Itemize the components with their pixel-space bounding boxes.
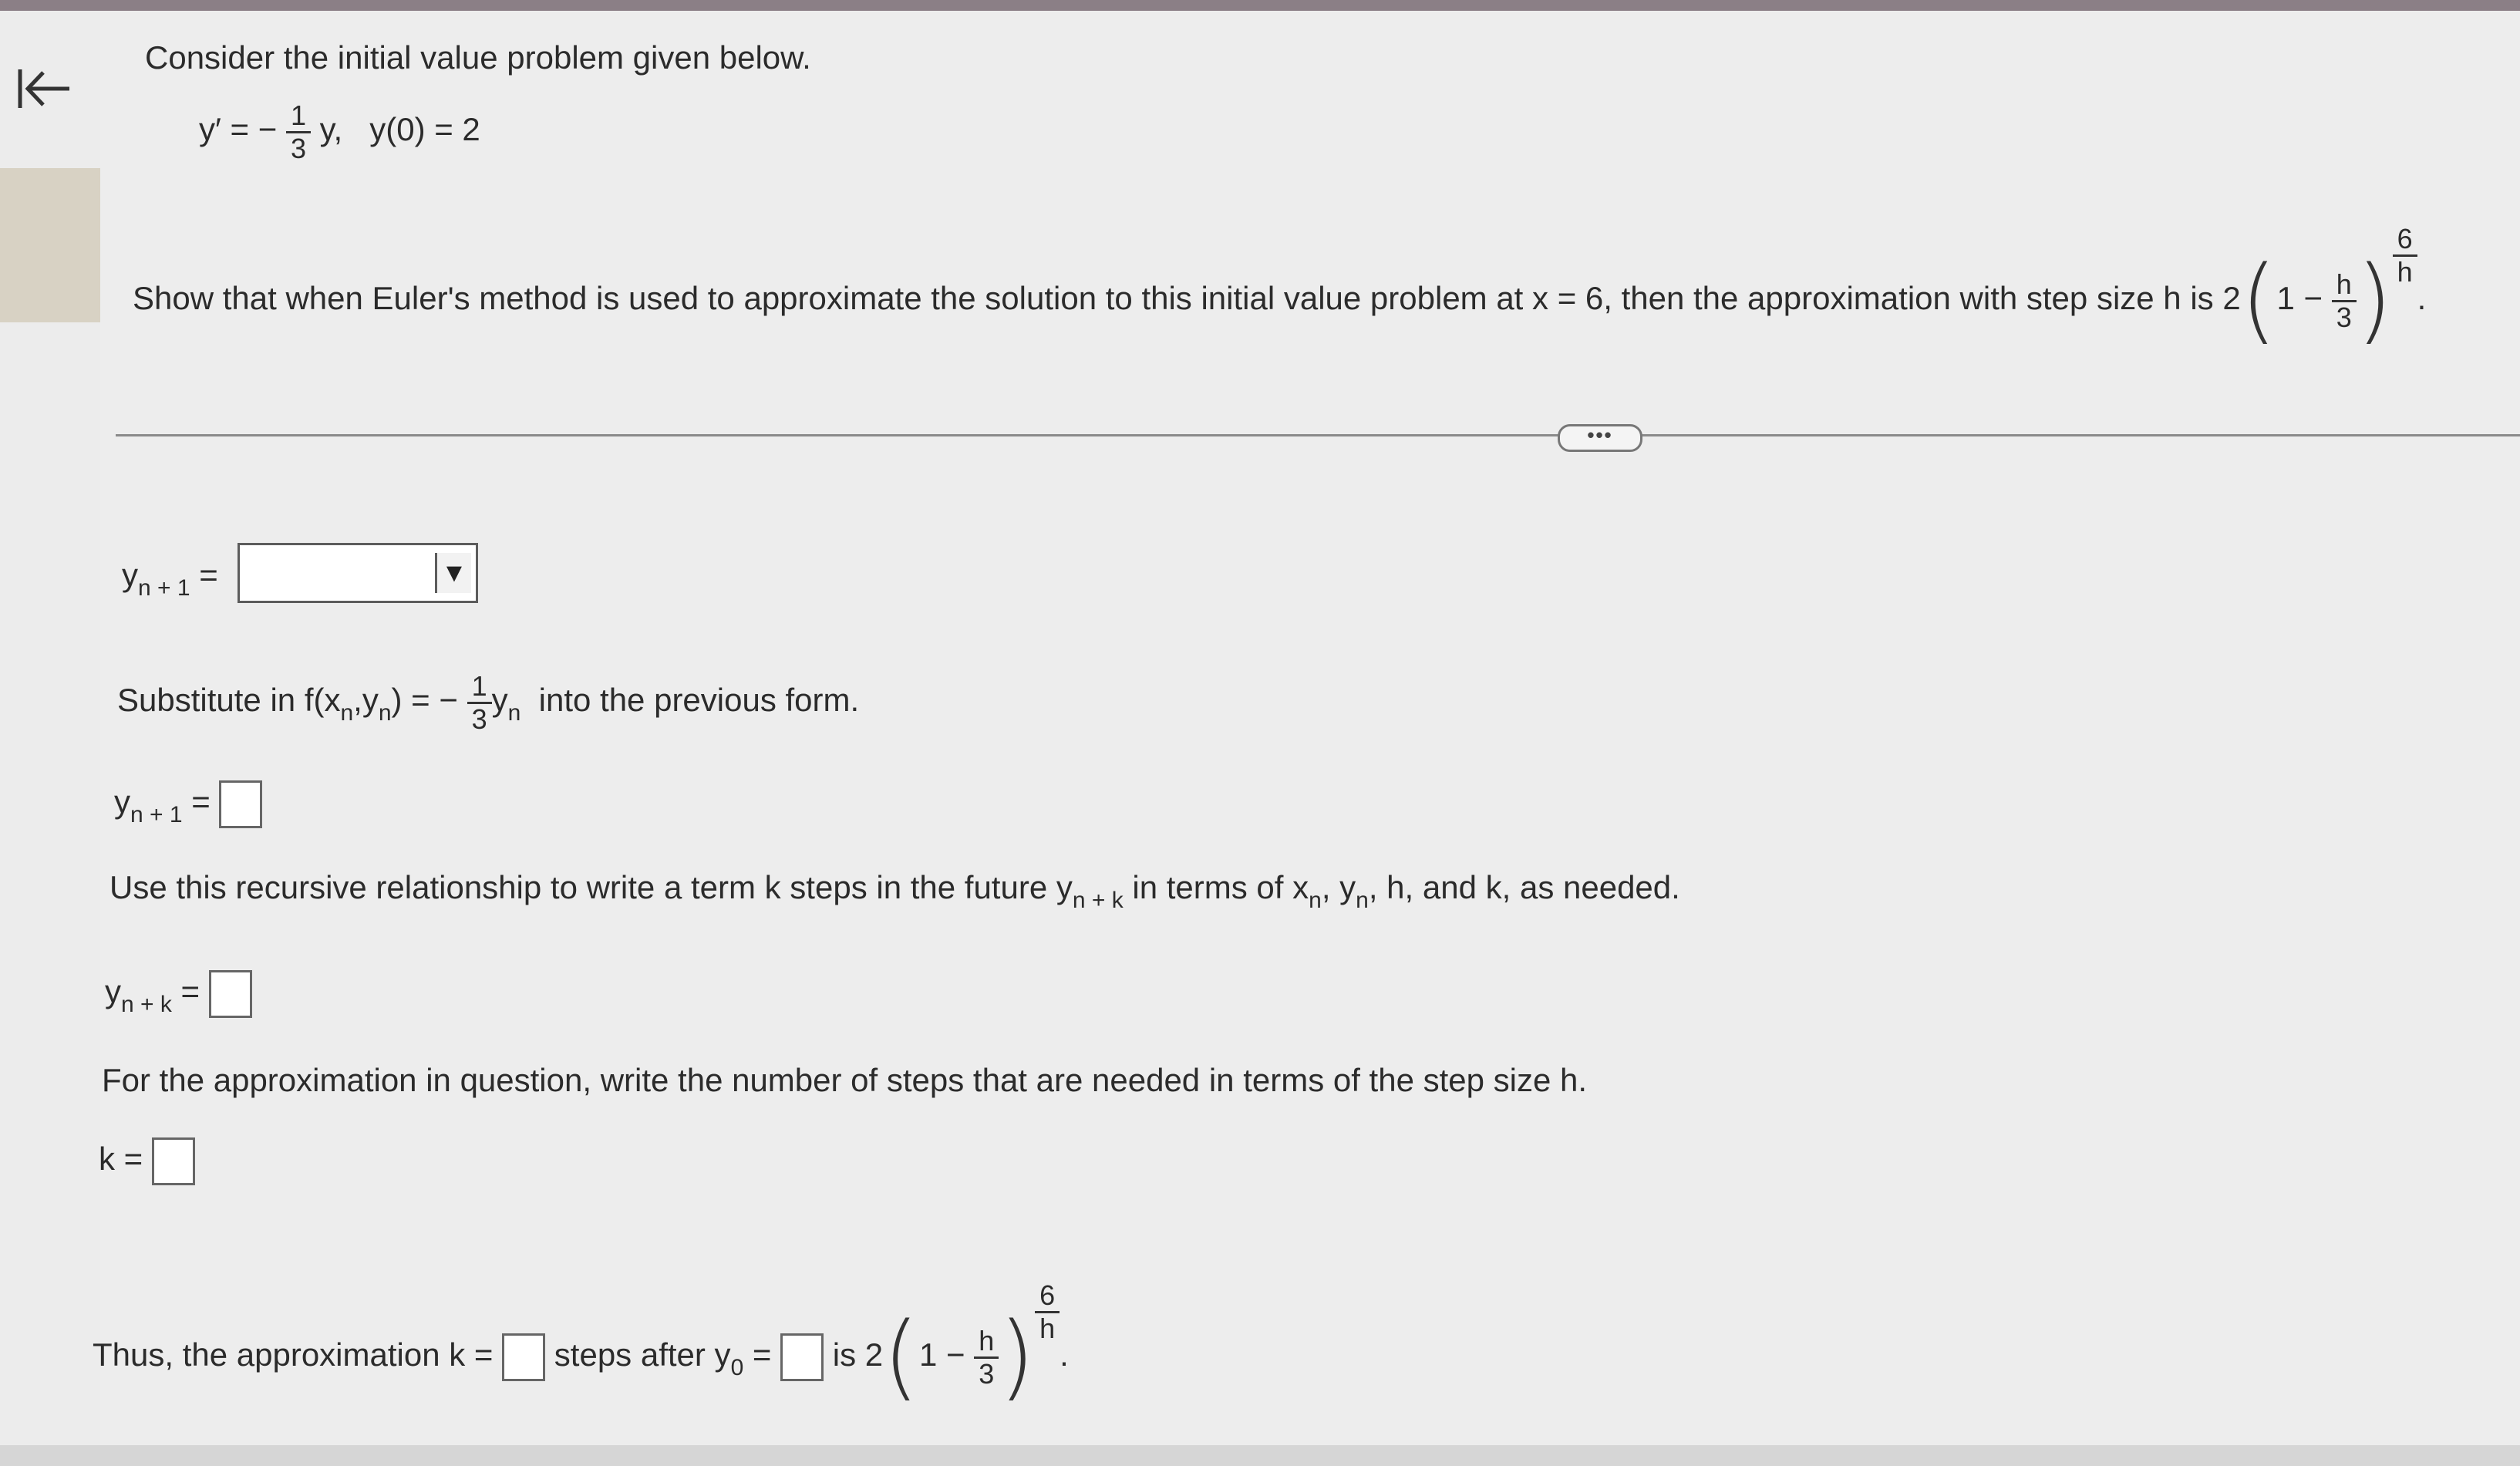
substitute-statement [117, 671, 859, 734]
step3-eq: = [180, 973, 200, 1010]
step3-equation [105, 970, 252, 1018]
step2-eq: = [191, 784, 211, 821]
substitute-mid: ,y [353, 682, 379, 719]
substitute-sub3: n [507, 700, 521, 726]
section-divider [116, 434, 2520, 436]
step4-answer-box[interactable] [152, 1137, 195, 1185]
conclusion-thus: Thus, the approximation k = [93, 1336, 494, 1373]
arrow-left-bar-icon [14, 62, 76, 116]
step1-lhs [122, 559, 218, 600]
ode-initial: y(0) = 2 [369, 111, 480, 148]
ode-frac-den: 3 [290, 132, 306, 164]
conclusion-exponent [1035, 1280, 1060, 1343]
substitute-frac-den: 3 [471, 703, 487, 735]
conclusion-frac-num: h [974, 1326, 999, 1359]
show-end: . [2417, 280, 2427, 317]
substitute-y: y [491, 682, 508, 719]
show-exp-den: h [2397, 255, 2413, 288]
conclusion-steps-after: steps after y [554, 1336, 731, 1373]
conclusion-statement [93, 1279, 1069, 1410]
left-accent-panel [0, 168, 100, 322]
triangle-down-icon: ▼ [435, 553, 471, 593]
show-frac-den: 3 [2336, 301, 2352, 333]
conclusion-sub0: 0 [730, 1355, 744, 1381]
recursive-comma: , y [1321, 869, 1356, 905]
show-text: Show that when Euler's method is used to approximate the solution to this initial value problem at x = 6, then the approximation with step size h is 2 [133, 280, 2241, 317]
show-frac-num: h [2332, 269, 2357, 302]
substitute-after: ) = − [391, 682, 458, 719]
conclusion-eq: = [752, 1336, 772, 1373]
substitute-before: Substitute in f(x [117, 682, 341, 719]
step1-eq: = [199, 557, 218, 593]
expand-button[interactable]: ••• [1558, 424, 1642, 452]
recursive-mid: in terms of x [1132, 869, 1309, 905]
recursive-sub1: n + k [1072, 888, 1124, 913]
ode-frac-num: 1 [286, 100, 311, 133]
step1-sub: n + 1 [138, 575, 190, 601]
step3-y: y [105, 973, 121, 1010]
show-exp-num: 6 [2393, 224, 2417, 257]
step2-y: y [114, 784, 130, 821]
show-fraction [2332, 269, 2357, 332]
ode-sign: − [258, 111, 278, 148]
ode-rhs: y, [319, 111, 343, 148]
step2-equation [114, 780, 262, 828]
recursive-statement [109, 871, 1680, 912]
show-inner: 1 − [2276, 280, 2323, 317]
ode-fraction [286, 100, 311, 163]
conclusion-inner: 1 − [918, 1336, 965, 1373]
step4-equation [99, 1137, 195, 1185]
conclusion-exp-den: h [1039, 1312, 1056, 1344]
step3-sub: n + k [121, 992, 172, 1018]
intro-text: Consider the initial value problem given below. [145, 39, 811, 76]
step4-lhs: k = [99, 1141, 143, 1178]
back-button[interactable] [14, 62, 76, 116]
left-paren: ( [2240, 247, 2277, 354]
top-bar [0, 0, 2520, 11]
conclusion-right-paren: ) [999, 1303, 1036, 1410]
step2-answer-box[interactable] [219, 780, 262, 828]
conclusion-fraction [974, 1326, 999, 1389]
conclusion-is: is 2 [832, 1336, 884, 1373]
conclusion-end: . [1060, 1336, 1069, 1373]
ode-lhs: y′ = [199, 111, 250, 148]
step1-dropdown[interactable] [238, 543, 478, 603]
substitute-sub2: n [378, 700, 392, 726]
substitute-frac-num: 1 [467, 671, 492, 704]
conclusion-k-box[interactable] [502, 1333, 545, 1381]
step2-sub: n + 1 [130, 802, 183, 828]
conclusion-y0-box[interactable] [780, 1333, 824, 1381]
recursive-sub3: n [1356, 888, 1369, 913]
recursive-before: Use this recursive relationship to write a term k steps in the future y [109, 869, 1073, 905]
conclusion-exp-num: 6 [1035, 1280, 1060, 1313]
steps-needed-statement: For the approximation in question, write the number of steps that are needed in terms of the step size h. [102, 1062, 1588, 1098]
step3-answer-box[interactable] [209, 970, 252, 1018]
conclusion-frac-den: 3 [979, 1357, 995, 1390]
recursive-tail: , h, and k, as needed. [1368, 869, 1680, 905]
conclusion-left-paren: ( [883, 1303, 919, 1410]
bottom-bar [0, 1445, 2520, 1466]
substitute-fraction [467, 671, 492, 734]
right-paren: ) [2356, 247, 2393, 354]
recursive-sub2: n [1309, 888, 1322, 913]
substitute-tail: into the previous form. [538, 682, 860, 719]
show-exponent [2393, 224, 2417, 287]
show-statement [133, 223, 2427, 354]
substitute-sub1: n [340, 700, 354, 726]
step1-y: y [122, 557, 138, 593]
ode-equation [199, 100, 480, 163]
